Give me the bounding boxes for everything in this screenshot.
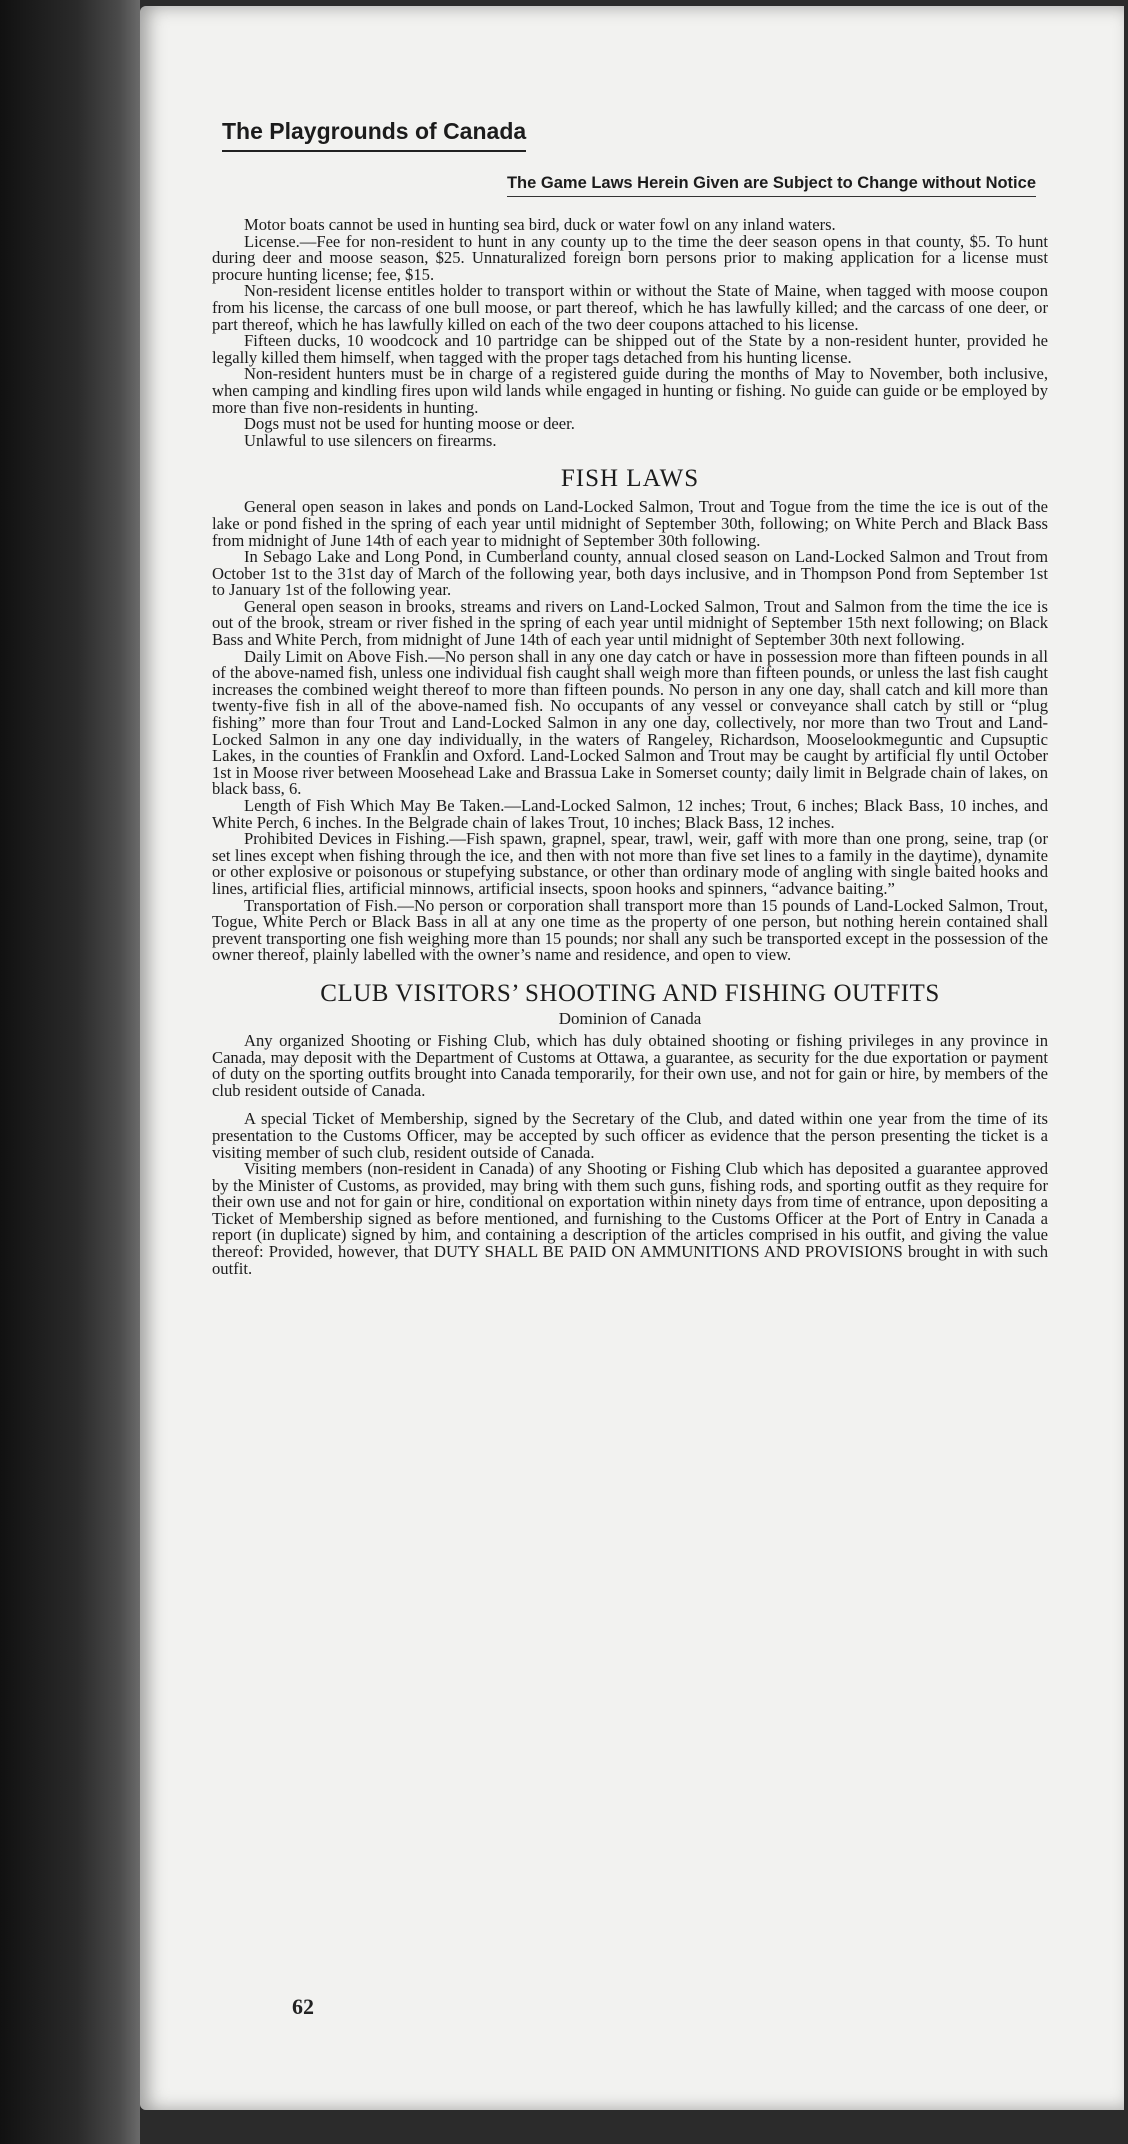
book-page	[140, 6, 1124, 2110]
paragraph-membership-ticket: A special Ticket of Membership, signed by the Secretary of the Club, and dated within one year from the time of its presentation to the Customs Officer, may be accepted by such officer as evidence that the person presenting the ticket is a visiting member of such club, resident outside of Canada.	[212, 1109, 1048, 1162]
fish-laws-heading: FISH LAWS	[560, 465, 700, 493]
game-law-section	[212, 217, 1048, 449]
page-content	[212, 118, 1048, 1277]
paragraph-brooks-season: General open season in brooks, streams and rivers on Land-Locked Salmon, Trout and Salmon from the time the ice is out of the brook, stream or river fished in the spring of each year until midnight of September 15th next following; on Black Bass and White Perch, from midnight of June 14th of each year until midnight of September 30th next following.	[212, 596, 1048, 650]
paragraph-license-fee: License.—Fee for non-resident to hunt in any county up to the time the deer season opens in that county, $5. To hunt during deer and moose season, $25. Unnaturalized foreign born persons prior to making application for a license must procure hunting license; fee, $15.	[212, 231, 1048, 284]
paragraph-daily-limit: Daily Limit on Above Fish.—No person shall in any one day catch or have in possession more than fifteen pounds in all of the above-named fish, unless one individual fish caught shall weigh more than fifteen pounds, or unless the last fish caught increases the combined weight thereof to more than fifteen pounds. No person in any one day, shall catch and kill more than twenty-five fish in all of the above-named fish. No occupants of any vessel or conveyance shall catch by still or “plug fishing” more than four Trout and Land-Locked Salmon in any one day, collectively, nor more than two Trout and Land-Locked Salmon in any one day individually, in the waters of Rangeley, Richardson, Mooselookmeguntic and Cupsuptic Lakes, in the counties of Franklin and Oxford. Land-Locked Salmon and Trout may be caught by artificial fly until October 1st in Moose river between Moosehead Lake and Brassua Lake in Somerset county; daily limit in Belgrade chain of lakes, on black bass, 6.	[212, 646, 1048, 799]
paragraph-non-resident-license: Non-resident license entitles holder to transport within or without the State of Maine, when tagged with moose coupon from his license, the carcass of one bull moose, or part thereof, which he has lawfully killed; and the carcass of one deer, or part thereof, which he has lawfully killed on each of the two deer coupons attached to his license.	[212, 281, 1048, 334]
paragraph-fish-length: Length of Fish Which May Be Taken.—Land-Locked Salmon, 12 inches; Trout, 6 inches; Black Bass, 10 inches, and White Perch, 6 inches. In the Belgrade chain of lakes Trout, 10 inches; Black Bass, 12 inches.	[212, 796, 1048, 832]
dominion-subheading: Dominion of Canada	[558, 1008, 702, 1028]
page-number: 62	[292, 1994, 314, 2019]
paragraph-motor-boats: Motor boats cannot be used in hunting sea bird, duck or water fowl on any inland waters.	[244, 215, 836, 234]
paragraph-sebago-lake: In Sebago Lake and Long Pond, in Cumberland county, annual closed season on Land-Locked Salmon and Trout from October 1st to the 31st day of March of the following year, both days inclusive, and in Thompson Pond from September 1st to January 1st of the following year.	[212, 547, 1048, 600]
paragraph-silencers: Unlawful to use silencers on firearms.	[244, 430, 497, 450]
paragraph-dogs: Dogs must not be used for hunting moose or deer.	[244, 414, 575, 434]
paragraph-shipping-birds: Fifteen ducks, 10 woodcock and 10 partridge can be shipped out of the State by a non-resident hunter, provided he legally killed them himself, when tagged with the proper tags detached from his hunting license.	[212, 331, 1048, 367]
book-spine-shadow	[0, 0, 140, 2144]
fish-law-section	[212, 499, 1048, 964]
change-notice-text: The Game Laws Herein Given are Subject to Change without Notice	[507, 174, 1036, 197]
paragraph-prohibited-devices: Prohibited Devices in Fishing.—Fish spawn, grapnel, spear, trawl, weir, gaff with more than one prong, seine, trap (or set lines except when fishing through the ice, and then with not more than five set lines to a family in the daytime), dynamite or other explosive or poisonous or stupefying substance, or other than ordinary mode of angling with single baited hooks and lines, artificial flies, artificial minnows, artificial insects, spoon hooks and spinners, “advance baiting.”	[212, 829, 1048, 898]
change-notice	[212, 174, 1048, 197]
paragraph-club-guarantee: Any organized Shooting or Fishing Club, which has duly obtained shooting or fishing privileges in any province in Canada, may deposit with the Department of Customs at Ottawa, a guarantee, as security for the due exportation or payment of duty on the sporting outfits brought into Canada temporarily, for their own use, and not for gain or hire, by members of the club resident outside of Canada.	[212, 1030, 1048, 1100]
paragraph-visiting-members: Visiting members (non-resident in Canada) of any Shooting or Fishing Club which has deposited a guarantee approved by the Minister of Customs, as provided, may bring with them such guns, fishing rods, and sporting outfit as they require for their own use and not for gain or hire, conditional on exportation within ninety days from time of entrance, upon depositing a Ticket of Membership signed as before mentioned, and furnishing to the Customs Officer at the Port of Entry in Canada a report (in duplicate) signed by him, and containing a description of the articles comprised in his outfit, and giving the value thereof: Provided, however, that DUTY SHALL BE PAID ON AMMUNITIONS AND PROVISIONS brought in with such outfit.	[212, 1159, 1048, 1278]
paragraph-transportation: Transportation of Fish.—No person or corporation shall transport more than 15 pounds of Land-Locked Salmon, Trout, Togue, White Perch or Black Bass in all at any one time as the property of one person, but nothing herein contained shall prevent transporting one fish weighing more than 15 pounds; nor shall any such be transported except in the possession of the owner thereof, plainly labelled with the owner’s name and residence, and open to view.	[212, 895, 1048, 965]
club-section	[212, 1030, 1048, 1278]
paragraph-guides: Non-resident hunters must be in charge of a registered guide during the months of May to November, both inclusive, when camping and kindling fires upon wild lands while engaged in hunting or fishing. No guide can guide or be employed by more than five non-residents in hunting.	[212, 364, 1048, 417]
running-head: The Playgrounds of Canada	[222, 118, 526, 152]
paragraph-lakes-season: General open season in lakes and ponds on Land-Locked Salmon, Trout and Togue from the time the ice is out of the lake or pond fished in the spring of each year until midnight of September 30th, following; on White Perch and Black Bass from midnight of June 14th of each year to midnight of September 30th following.	[212, 497, 1048, 550]
club-outfits-heading: CLUB VISITORS’ SHOOTING AND FISHING OUTFITS	[320, 979, 940, 1007]
